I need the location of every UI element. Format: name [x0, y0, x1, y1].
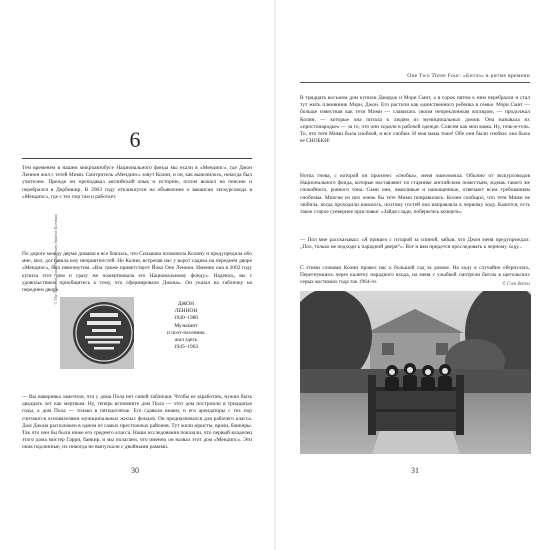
plaque-caption-line: ДЖОН — [177, 301, 195, 307]
plaque-caption-line: ЛЕННОН — [174, 308, 198, 315]
running-head-rule — [300, 82, 530, 83]
chapter-divider-rule — [22, 158, 252, 159]
plaque-caption-line: Музыкант — [174, 322, 198, 329]
page-number-left: 30 — [131, 466, 139, 475]
right-paragraph-3: — Пол мне рассказывал: «Я пришел с гитарой за спиной, забыв, что Джон меня предупреждал: „Пол, только не подходи к парадной двери“». Вот и вам придется проследовать к черному ходу... — [300, 237, 530, 251]
gutter-fold — [274, 0, 276, 550]
photo-credit: © Глен Ветэл — [502, 282, 530, 287]
right-paragraph-2: Нотка гнева, с которой он произнес «снобка», меня ошеломила. Обычно от экскурсоводов Национального фонда, которые наставляют по старинке английским поместьям, ждешь такого же спокойного, ровного тона. Сами они, чванливые и напыщенные, отвечают всем требованиям снобизма. Многие из них очень бы тете Мими понравились. Колин сообщил, что тетя Мими не любила, когда проходили наискось, поэтому гостей она направляла к черному ходу. Кажется, есть такое старое суеверное присловье: «Зайдя сзади, поберегись кочерги». — [300, 173, 530, 216]
plaque-caption-line: 1945–1963 — [173, 344, 199, 351]
plaque-caption-line: и поэт-песенник — [167, 329, 205, 336]
plaque-caption-line: жил здесь — [174, 337, 198, 344]
plaque-photo-credit: © The National Trust/Photolibrary/Andrew Kershaw — [53, 214, 58, 305]
plaque-photo — [53, 214, 134, 369]
plaque-caption-line: 1940–1980 — [173, 315, 199, 322]
left-paragraph-2: По дороге между двумя домами я все боялась, что Сильвана позвонила Колину и предупредила обо мне, мол, доставила ему неприятностей. Но Колин, встречая нас у ворот садика на переднем дворе «Мендипс», был невозмутим. «Вас также приветствует Йоко Оно Леннон. Именно она в 2002 году купила этот дом и сразу же пожертвовала его Национальному фонду». Надеюсь, вы с удовольствием приобщитесь к тому, что сформировало Джона». Он указал на табличку на переднем дворе. — [22, 251, 252, 294]
chapter-number: 6 — [129, 127, 141, 152]
plaque-caption — [158, 301, 214, 351]
plaque-image — [60, 297, 134, 369]
running-head: One Two Three Four: «Битлз» в ритме времени — [407, 73, 530, 79]
right-paragraph-4: С этими словами Колин провел нас к большой сад за домом. На ходу я случайно обернулась. Перегнувшись через калитку парадного входа, на меня с улыбкой смотрели битлы в щегольских серых костюмах года так 1964-го. — [300, 265, 530, 286]
left-paragraph-3: — Вы наверняка заметили, что у дома Пола нет синей таблички. Чтобы ее заработать, нужно быть двадцать лет как мертвым. Ну, теперь вспомните дом Пола — этот дом построили в тридцатые годы, а дом Пола — только в пятидесятые. Его сдавали внаем, и его арендаторы с тех пор считаются основателями муниципальных жилых фондов. Он предназначался для рабочего класса. Дом Джона расположен в одном из самых престижных районов. Тут жили юристы, врачи, банкиры. Так что они бы были ниже его среднего класса. Наши исследования показали, что первый владелец этого дома мистер Гарри, банкир, и мы полагаем, что именно он назвал этот дом «Мендипс». Эти окна подлинные, их никогда не выпускали с двойными рамами. — [22, 394, 252, 451]
page-number-right: 31 — [411, 466, 419, 475]
beatles-garden-photo — [300, 291, 531, 454]
photo-image — [300, 291, 531, 454]
left-paragraph-1: Тем временем в нашем микроавтобусе Национального фонда мы ехали в «Мендипс», где Джон Леннон жил с тетей Мими. Смотритель «Мендипс» зовут Колин, и он, как выяснилось, некогда был учителем. Прежде он преподавал английский язык и историю, потом вышел на пенсию и перебрался в Дербишир. В 2003 году откликнулся на объявление о вакансии экскурсовода в «Мендипс», где с тех пор там и работает. — [22, 165, 252, 200]
right-paragraph-1: В тридцать восьмом дом купили Джордж и Мэри Смит, а в сорок пятом к ним перебрался и стал тут жить племянник Мэри, Джон. Его растили как единственного ребенка в семье. Мэри Смит — больше известная как тетя Мими — славилась своим непреклонным взглядом, — продолжал Колин, — которые она питала к людям из муниципальных домов. Она называла их «простонародье» — за то, что они ходили в рабочей одежде. Совсем как мои мама. Ну, точь-в-точь. То, что тетя Мими была снобкой, и все снобки. И моя мама тоже! Обе они были снобки: она была ее СНОБКИ! — [300, 95, 530, 145]
